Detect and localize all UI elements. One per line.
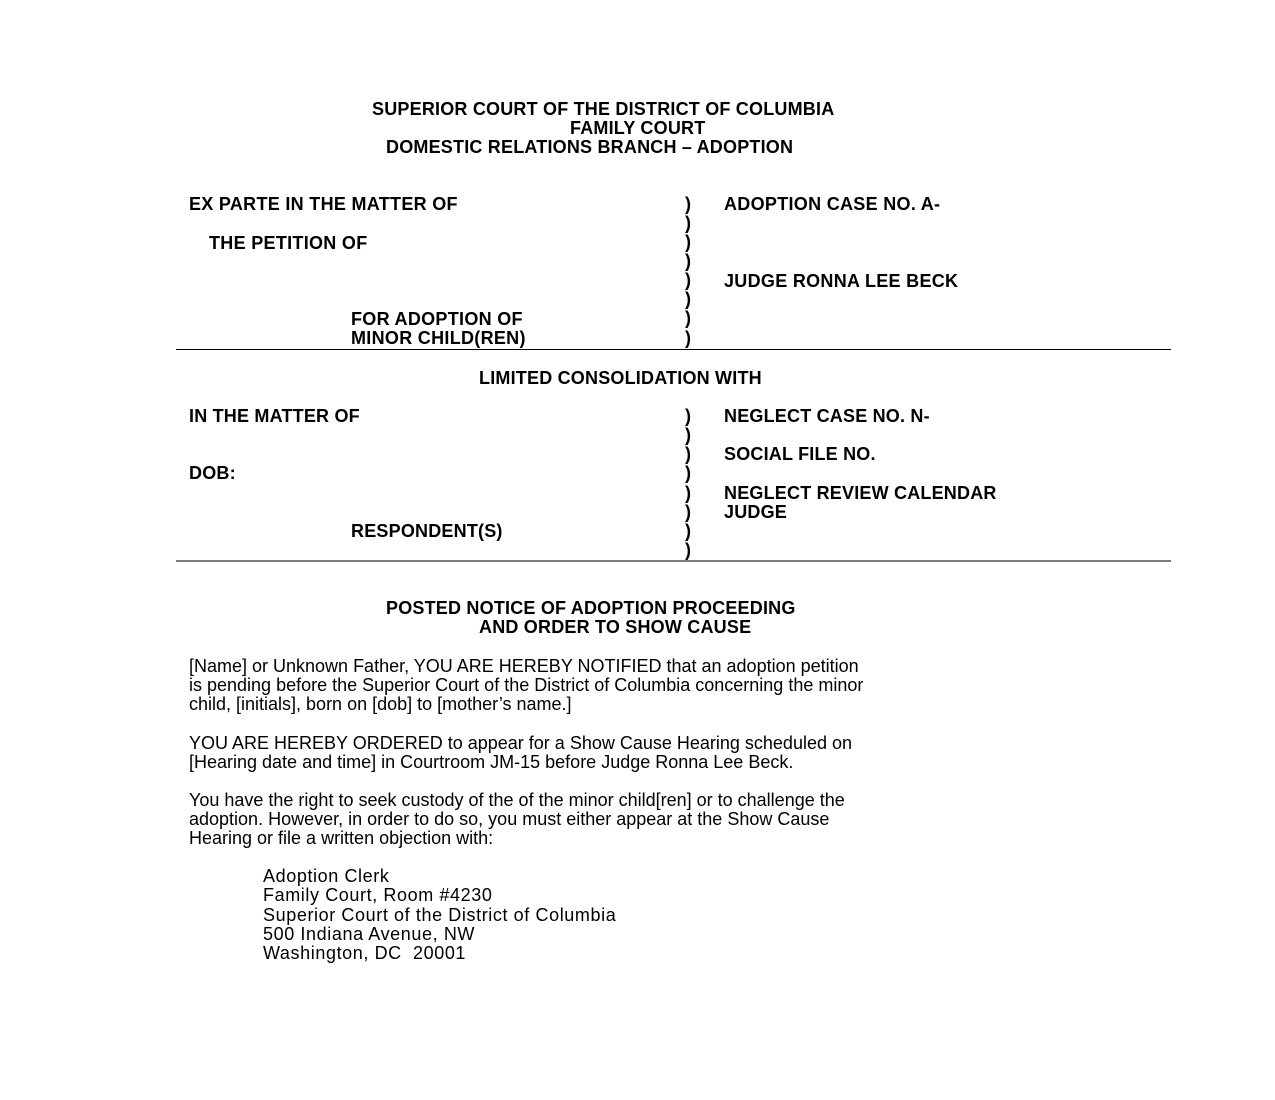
address-line: 500 Indiana Avenue, NW (263, 924, 476, 944)
paragraph-line: You have the right to seek custody of the of the minor child[ren] or to challenge the (189, 790, 845, 810)
in-the-matter-of-label: IN THE MATTER OF (189, 406, 360, 426)
paren: ) (685, 328, 691, 348)
paren: ) (685, 425, 691, 445)
paren: ) (685, 213, 691, 233)
court-branch: DOMESTIC RELATIONS BRANCH – ADOPTION (386, 137, 794, 157)
address-line: Superior Court of the District of Columbia (263, 905, 617, 925)
dob-label: DOB: (189, 463, 236, 483)
neglect-case-number: NEGLECT CASE NO. N- (724, 406, 930, 426)
neglect-review-judge: JUDGE (724, 502, 788, 522)
notice-title-line: AND ORDER TO SHOW CAUSE (479, 617, 752, 637)
paragraph-line: adoption. However, in order to do so, you must either appear at the Show Cause (189, 809, 830, 829)
paren: ) (685, 483, 691, 503)
caption-divider (176, 560, 1171, 562)
adoption-case-number: ADOPTION CASE NO. A- (724, 194, 941, 214)
assigned-judge: JUDGE RONNA LEE BECK (724, 271, 959, 291)
caption-divider (176, 349, 1171, 350)
ex-parte-label: EX PARTE IN THE MATTER OF (189, 194, 458, 214)
paren: ) (685, 251, 691, 271)
paren: ) (685, 502, 691, 522)
paragraph-line: is pending before the Superior Court of the District of Columbia concerning the minor (189, 675, 864, 695)
paragraph-line: YOU ARE HEREBY ORDERED to appear for a Show Cause Hearing scheduled on (189, 733, 852, 753)
paren: ) (685, 308, 691, 328)
petition-of-label: THE PETITION OF (209, 233, 368, 253)
address-line: Adoption Clerk (263, 866, 390, 886)
paren: ) (685, 406, 691, 426)
social-file-number: SOCIAL FILE NO. (724, 444, 876, 464)
neglect-review-calendar: NEGLECT REVIEW CALENDAR (724, 483, 997, 503)
paren: ) (685, 270, 691, 290)
paragraph-line: Hearing or file a written objection with: (189, 828, 494, 848)
paren: ) (685, 444, 691, 464)
address-line: Family Court, Room #4230 (263, 885, 493, 905)
paragraph-line: [Hearing date and time] in Courtroom JM-15 before Judge Ronna Lee Beck. (189, 752, 794, 772)
address-line: Washington, DC 20001 (263, 943, 467, 963)
paren: ) (685, 463, 691, 483)
court-division: FAMILY COURT (570, 118, 706, 138)
paren: ) (685, 521, 691, 541)
court-name: SUPERIOR COURT OF THE DISTRICT OF COLUMBIA (372, 99, 835, 119)
notice-title-line: POSTED NOTICE OF ADOPTION PROCEEDING (386, 598, 796, 618)
respondents-label: RESPONDENT(S) (351, 521, 503, 541)
paragraph-line: [Name] or Unknown Father, YOU ARE HEREBY NOTIFIED that an adoption petition (189, 656, 859, 676)
paragraph-line: child, [initials], born on [dob] to [mother’s name.] (189, 694, 572, 714)
paren: ) (685, 289, 691, 309)
for-adoption-of-label: FOR ADOPTION OF (351, 309, 523, 329)
consolidation-title: LIMITED CONSOLIDATION WITH (479, 368, 762, 388)
paren: ) (685, 194, 691, 214)
minor-children-label: MINOR CHILD(REN) (351, 328, 526, 348)
paren: ) (685, 232, 691, 252)
paren: ) (685, 540, 691, 560)
